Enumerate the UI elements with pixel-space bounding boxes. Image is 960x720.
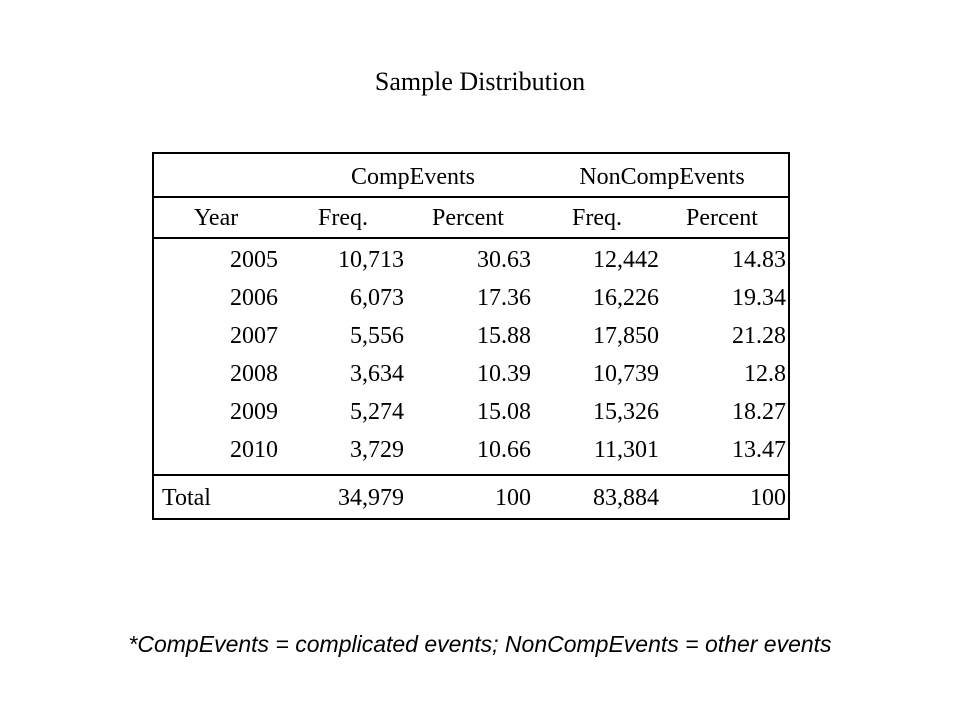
header-rule-top <box>154 196 788 198</box>
column-header-row <box>154 199 788 237</box>
comp-freq-cell: 5,556 <box>350 323 404 349</box>
noncomp-percent-cell: 13.47 <box>732 437 786 463</box>
comp-percent-cell: 30.63 <box>477 247 531 273</box>
noncomp-freq-cell: 10,739 <box>593 361 659 387</box>
year-cell: 2010 <box>230 437 278 463</box>
comp-percent-cell: 10.66 <box>477 437 531 463</box>
total-comp-percent: 100 <box>495 485 531 511</box>
comp-percent-cell: 17.36 <box>477 285 531 311</box>
footnote: *CompEvents = complicated events; NonCompEvents = other events <box>128 631 832 657</box>
total-rule <box>154 474 788 476</box>
noncomp-freq-cell: 16,226 <box>593 285 659 311</box>
group-header-compevents: CompEvents <box>351 164 475 190</box>
total-row <box>154 479 788 517</box>
table-row <box>154 431 788 469</box>
noncomp-freq-cell: 17,850 <box>593 323 659 349</box>
comp-freq-cell: 6,073 <box>350 285 404 311</box>
comp-freq-cell: 5,274 <box>350 399 404 425</box>
column-header-comp-percent: Percent <box>432 205 504 231</box>
group-header-noncompevents: NonCompEvents <box>579 164 745 190</box>
comp-percent-cell: 15.08 <box>477 399 531 425</box>
total-comp-freq: 34,979 <box>338 485 404 511</box>
noncomp-percent-cell: 12.8 <box>744 361 786 387</box>
year-cell: 2006 <box>230 285 278 311</box>
column-header-year: Year <box>194 205 239 231</box>
year-cell: 2005 <box>230 247 278 273</box>
comp-percent-cell: 10.39 <box>477 361 531 387</box>
table-row <box>154 355 788 393</box>
noncomp-freq-cell: 12,442 <box>593 247 659 273</box>
table-row <box>154 241 788 279</box>
column-header-noncomp-freq: Freq. <box>572 205 622 231</box>
slide-title: Sample Distribution <box>374 67 586 96</box>
comp-freq-cell: 3,729 <box>350 437 404 463</box>
total-label: Total <box>162 485 211 511</box>
noncomp-freq-cell: 15,326 <box>593 399 659 425</box>
total-noncomp-percent: 100 <box>750 485 786 511</box>
year-cell: 2007 <box>230 323 278 349</box>
total-noncomp-freq: 83,884 <box>593 485 659 511</box>
distribution-table <box>152 152 790 520</box>
column-header-comp-freq: Freq. <box>318 205 368 231</box>
comp-percent-cell: 15.88 <box>477 323 531 349</box>
table-row <box>154 279 788 317</box>
table-row <box>154 317 788 355</box>
year-cell: 2009 <box>230 399 278 425</box>
year-cell: 2008 <box>230 361 278 387</box>
comp-freq-cell: 10,713 <box>338 247 404 273</box>
header-rule-bottom <box>154 237 788 239</box>
table-row <box>154 393 788 431</box>
column-header-noncomp-percent: Percent <box>686 205 758 231</box>
noncomp-percent-cell: 14.83 <box>732 247 786 273</box>
noncomp-percent-cell: 19.34 <box>732 285 786 311</box>
comp-freq-cell: 3,634 <box>350 361 404 387</box>
noncomp-freq-cell: 11,301 <box>593 437 659 463</box>
group-header-row <box>154 158 788 196</box>
noncomp-percent-cell: 21.28 <box>732 323 786 349</box>
noncomp-percent-cell: 18.27 <box>732 399 786 425</box>
